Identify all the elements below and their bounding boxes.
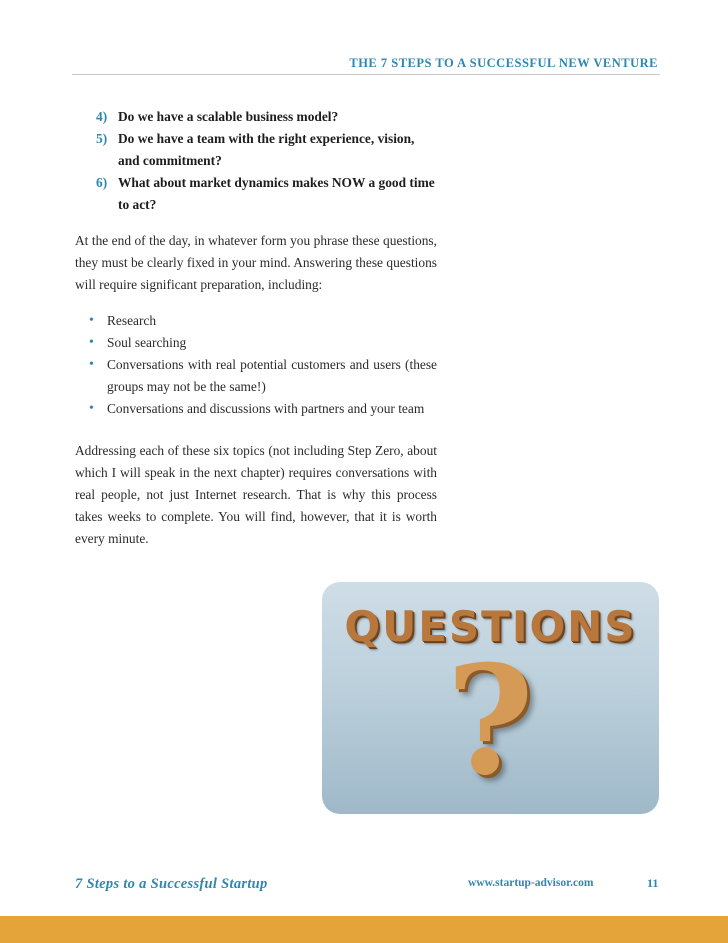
page-body bbox=[75, 106, 437, 550]
question-item bbox=[75, 106, 437, 128]
questions-word-art: QUESTIONS bbox=[344, 602, 637, 651]
bullet-icon: • bbox=[89, 335, 94, 350]
list-item-text: Conversations and discussions with partners and your team bbox=[107, 401, 425, 416]
list-item bbox=[75, 398, 437, 420]
page-number: 11 bbox=[647, 876, 659, 890]
questions-illustration bbox=[322, 582, 659, 814]
list-item-text: Soul searching bbox=[107, 335, 187, 350]
bullet-icon: • bbox=[89, 357, 94, 372]
question-text: What about market dynamics makes NOW a good time to act? bbox=[118, 175, 435, 212]
list-item-text: Conversations with real potential customers and users (these groups may not be the same!) bbox=[107, 357, 437, 394]
bullet-icon: • bbox=[89, 313, 94, 328]
footer-color-bar bbox=[0, 916, 728, 943]
question-number: 5) bbox=[96, 131, 108, 146]
header-divider bbox=[72, 74, 660, 75]
question-number: 4) bbox=[96, 109, 108, 124]
preparation-list bbox=[75, 310, 437, 420]
footer-website-link[interactable]: www.startup-advisor.com bbox=[468, 877, 594, 889]
running-header-title: THE 7 STEPS TO A SUCCESSFUL NEW VENTURE bbox=[349, 56, 658, 70]
question-text: Do we have a scalable business model? bbox=[118, 109, 339, 124]
footer-book-title: 7 Steps to a Successful Startup bbox=[75, 876, 268, 892]
list-item-text: Research bbox=[107, 313, 157, 328]
list-item bbox=[75, 354, 437, 398]
question-mark-icon: ? bbox=[446, 633, 534, 809]
paragraph-topics: Addressing each of these six topics (not including Step Zero, about which I will speak in the next chapter) requires conversations with real people, not just Internet research. That is why this process takes weeks to complete. You will find, however, that it is worth every minute. bbox=[75, 443, 437, 546]
question-item bbox=[75, 128, 437, 172]
question-list bbox=[75, 106, 437, 216]
bullet-icon: • bbox=[89, 401, 94, 416]
list-item bbox=[75, 310, 437, 332]
question-number: 6) bbox=[96, 175, 108, 190]
paragraph-preparation: At the end of the day, in whatever form you phrase these questions, they must be clearly fixed in your mind. Answering these questions will require significant preparation, including: bbox=[75, 233, 437, 292]
question-text: Do we have a team with the right experience, vision, and commitment? bbox=[118, 131, 415, 168]
question-item bbox=[75, 172, 437, 216]
list-item bbox=[75, 332, 437, 354]
